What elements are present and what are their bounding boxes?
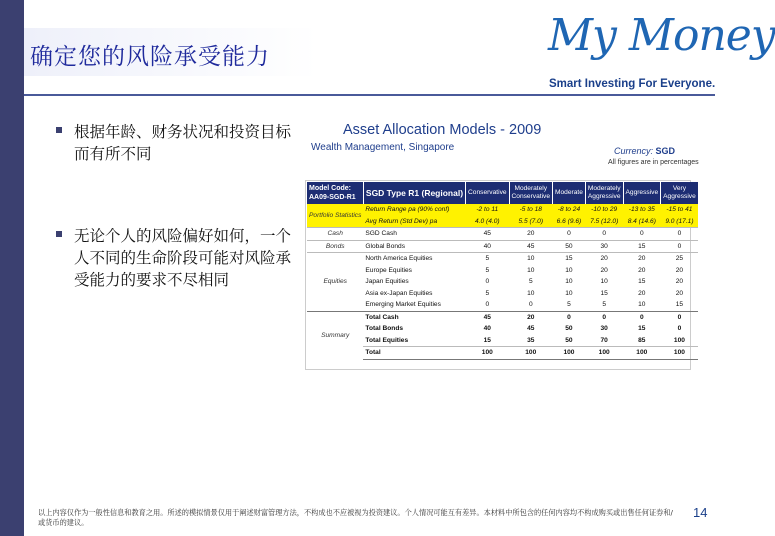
value-cell: 20 xyxy=(638,266,646,274)
value-cell: 5 xyxy=(466,253,509,265)
bullet-square-icon xyxy=(56,231,62,237)
value-cell: 40 xyxy=(466,240,509,253)
table-row xyxy=(307,335,698,347)
column-header: Conservative xyxy=(466,182,509,204)
value-cell: 10 xyxy=(527,266,535,274)
row-label: SGD Cash xyxy=(363,228,465,241)
value-cell: 0 xyxy=(661,240,699,253)
table-subtitle: Wealth Management, Singapore xyxy=(311,142,455,153)
value-cell: 100 xyxy=(585,347,623,360)
row-label: Japan Equities xyxy=(365,278,409,286)
value-cell: 15 xyxy=(638,325,646,333)
category-cell: Cash xyxy=(307,228,363,241)
value-cell: -2 to 11 xyxy=(466,204,509,216)
bullet-list xyxy=(56,121,296,291)
value-cell: 0 xyxy=(553,228,586,241)
table-note: All figures are in percentages xyxy=(608,159,699,166)
table-row xyxy=(307,276,698,288)
value-cell: 100 xyxy=(466,347,509,360)
value-cell: 10 xyxy=(565,266,573,274)
column-header: Moderate xyxy=(553,182,586,204)
value-cell: 0 xyxy=(661,311,699,323)
value-cell: 8.4 (14.6) xyxy=(623,216,661,228)
value-cell: 20 xyxy=(600,266,608,274)
value-cell: 4.0 (4.0) xyxy=(466,216,509,228)
value-cell: 0 xyxy=(485,278,490,286)
value-cell: 20 xyxy=(509,228,552,241)
bullet-text: 根据年龄、财务状况和投资目标而有所不同 xyxy=(74,123,292,163)
value-cell: 45 xyxy=(527,325,535,333)
value-cell: 85 xyxy=(638,336,646,344)
value-cell: 0 xyxy=(553,311,586,323)
bullet-item xyxy=(56,121,296,165)
value-cell: 50 xyxy=(553,240,586,253)
table-row xyxy=(307,253,698,265)
page-number: 14 xyxy=(693,505,708,520)
currency-label xyxy=(614,146,675,156)
value-cell: 15 xyxy=(638,278,646,286)
value-cell: 15 xyxy=(600,289,608,297)
model-code-value: AA09-SGD-R1 xyxy=(309,194,356,201)
category-cell: Bonds xyxy=(307,240,363,253)
value-cell: 20 xyxy=(638,289,646,297)
value-cell: 30 xyxy=(600,325,608,333)
row-label: Total Cash xyxy=(363,311,465,323)
value-cell: 5 xyxy=(485,266,490,274)
row-label: Emerging Market Equities xyxy=(365,301,441,309)
value-cell: 20 xyxy=(675,266,684,274)
table-row xyxy=(307,265,698,277)
column-header: Moderately Conservative xyxy=(509,182,552,204)
table-row xyxy=(307,323,698,335)
value-cell: 10 xyxy=(527,289,535,297)
value-cell: 20 xyxy=(675,278,684,286)
value-cell: 50 xyxy=(565,325,573,333)
table-title: Asset Allocation Models - 2009 xyxy=(343,122,542,138)
row-label: North America Equities xyxy=(363,253,465,265)
bullet-text: 无论个人的风险偏好如何，一个人不同的生命阶段可能对风险承受能力的要求不尽相同 xyxy=(74,227,292,289)
value-cell: 100 xyxy=(661,347,699,360)
value-cell: -15 to 41 xyxy=(661,204,699,216)
allocation-table xyxy=(307,182,699,360)
table-row xyxy=(307,240,698,253)
type-header: SGD Type R1 (Regional) xyxy=(363,182,465,204)
value-cell: 0 xyxy=(485,301,490,309)
value-cell: 100 xyxy=(623,347,661,360)
table-row xyxy=(307,216,698,228)
row-label: Avg Return (Std Dev) pa xyxy=(363,216,465,228)
value-cell: 5 xyxy=(602,301,607,309)
row-label: Total xyxy=(363,347,465,360)
value-cell: 7.5 (12.0) xyxy=(585,216,623,228)
bullet-square-icon xyxy=(56,127,62,133)
value-cell: 0 xyxy=(585,228,623,241)
value-cell: 0 xyxy=(528,301,533,309)
value-cell: 15 xyxy=(483,336,491,344)
value-cell: 20 xyxy=(623,253,661,265)
value-cell: -5 to 18 xyxy=(509,204,552,216)
bullet-item xyxy=(56,225,296,291)
value-cell: 0 xyxy=(585,311,623,323)
table-row xyxy=(307,311,698,323)
logo-tagline: Smart Investing For Everyone. xyxy=(549,78,716,90)
value-cell: 100 xyxy=(509,347,552,360)
model-code-label: Model Code: xyxy=(309,185,351,192)
table-row xyxy=(307,299,698,311)
value-cell: 20 xyxy=(675,289,684,297)
value-cell: 35 xyxy=(527,336,535,344)
value-cell: 45 xyxy=(509,240,552,253)
value-cell: 0 xyxy=(661,228,699,241)
value-cell: 10 xyxy=(600,278,608,286)
value-cell: 45 xyxy=(466,228,509,241)
value-cell: 15 xyxy=(675,301,684,309)
row-label: Europe Equities xyxy=(365,266,412,274)
row-label: Global Bonds xyxy=(363,240,465,253)
value-cell: 0 xyxy=(623,228,661,241)
value-cell: 5 xyxy=(528,278,533,286)
category-cell: Portfolio Statistics xyxy=(307,204,363,228)
row-label: Total Equities xyxy=(365,336,409,344)
value-cell: 5.5 (7.0) xyxy=(509,216,552,228)
value-cell: 5 xyxy=(485,289,490,297)
value-cell: 0 xyxy=(623,311,661,323)
table-row xyxy=(307,204,698,216)
value-cell: -8 to 24 xyxy=(553,204,586,216)
value-cell: -13 to 35 xyxy=(623,204,661,216)
value-cell: 70 xyxy=(600,336,608,344)
column-header: Moderately Aggressive xyxy=(585,182,623,204)
value-cell: 15 xyxy=(623,240,661,253)
row-label: Asia ex-Japan Equities xyxy=(365,289,433,297)
value-cell: 10 xyxy=(638,301,646,309)
logo: My Money xyxy=(548,10,775,61)
category-cell: Equities xyxy=(307,253,363,312)
table-header-row xyxy=(307,182,698,204)
slide-title: 确定您的风险承受能力 xyxy=(30,44,270,70)
value-cell: 50 xyxy=(565,336,573,344)
value-cell: 30 xyxy=(585,240,623,253)
value-cell: 15 xyxy=(553,253,586,265)
value-cell: 25 xyxy=(661,253,699,265)
category-cell: Summary xyxy=(307,311,363,359)
value-cell: 40 xyxy=(483,325,491,333)
value-cell: 10 xyxy=(565,278,573,286)
table-row xyxy=(307,228,698,241)
table-row xyxy=(307,288,698,300)
value-cell: 6.6 (9.6) xyxy=(553,216,586,228)
disclaimer-footer: 以上内容仅作为一般性信息和教育之用。所述的模拟情景仅用于阐述财富管理方法，不构成也不应被视为投资建议。个人情况可能互有差异。本材料中所包含的任何内容均不构成购买或出售任何证券和/或货币的建议。 xyxy=(38,508,673,527)
table-row xyxy=(307,347,698,360)
value-cell: 10 xyxy=(565,289,573,297)
currency-caption: Currency: xyxy=(614,146,654,156)
column-header: Very Aggressive xyxy=(661,182,699,204)
value-cell: 9.0 (17.1) xyxy=(661,216,699,228)
value-cell: 100 xyxy=(673,336,685,344)
value-cell: -10 to 29 xyxy=(585,204,623,216)
value-cell: 10 xyxy=(509,253,552,265)
value-cell: 5 xyxy=(567,301,571,309)
left-accent-bar xyxy=(0,0,24,536)
value-cell: 45 xyxy=(466,311,509,323)
model-code-header xyxy=(307,182,363,204)
row-label: Return Range pa (90% conf) xyxy=(363,204,465,216)
value-cell: 0 xyxy=(677,325,682,333)
value-cell: 20 xyxy=(585,253,623,265)
value-cell: 20 xyxy=(509,311,552,323)
column-header: Aggressive xyxy=(623,182,661,204)
row-label: Total Bonds xyxy=(365,325,404,333)
value-cell: 100 xyxy=(553,347,586,360)
currency-value: SGD xyxy=(655,146,676,156)
header-divider xyxy=(24,94,715,96)
